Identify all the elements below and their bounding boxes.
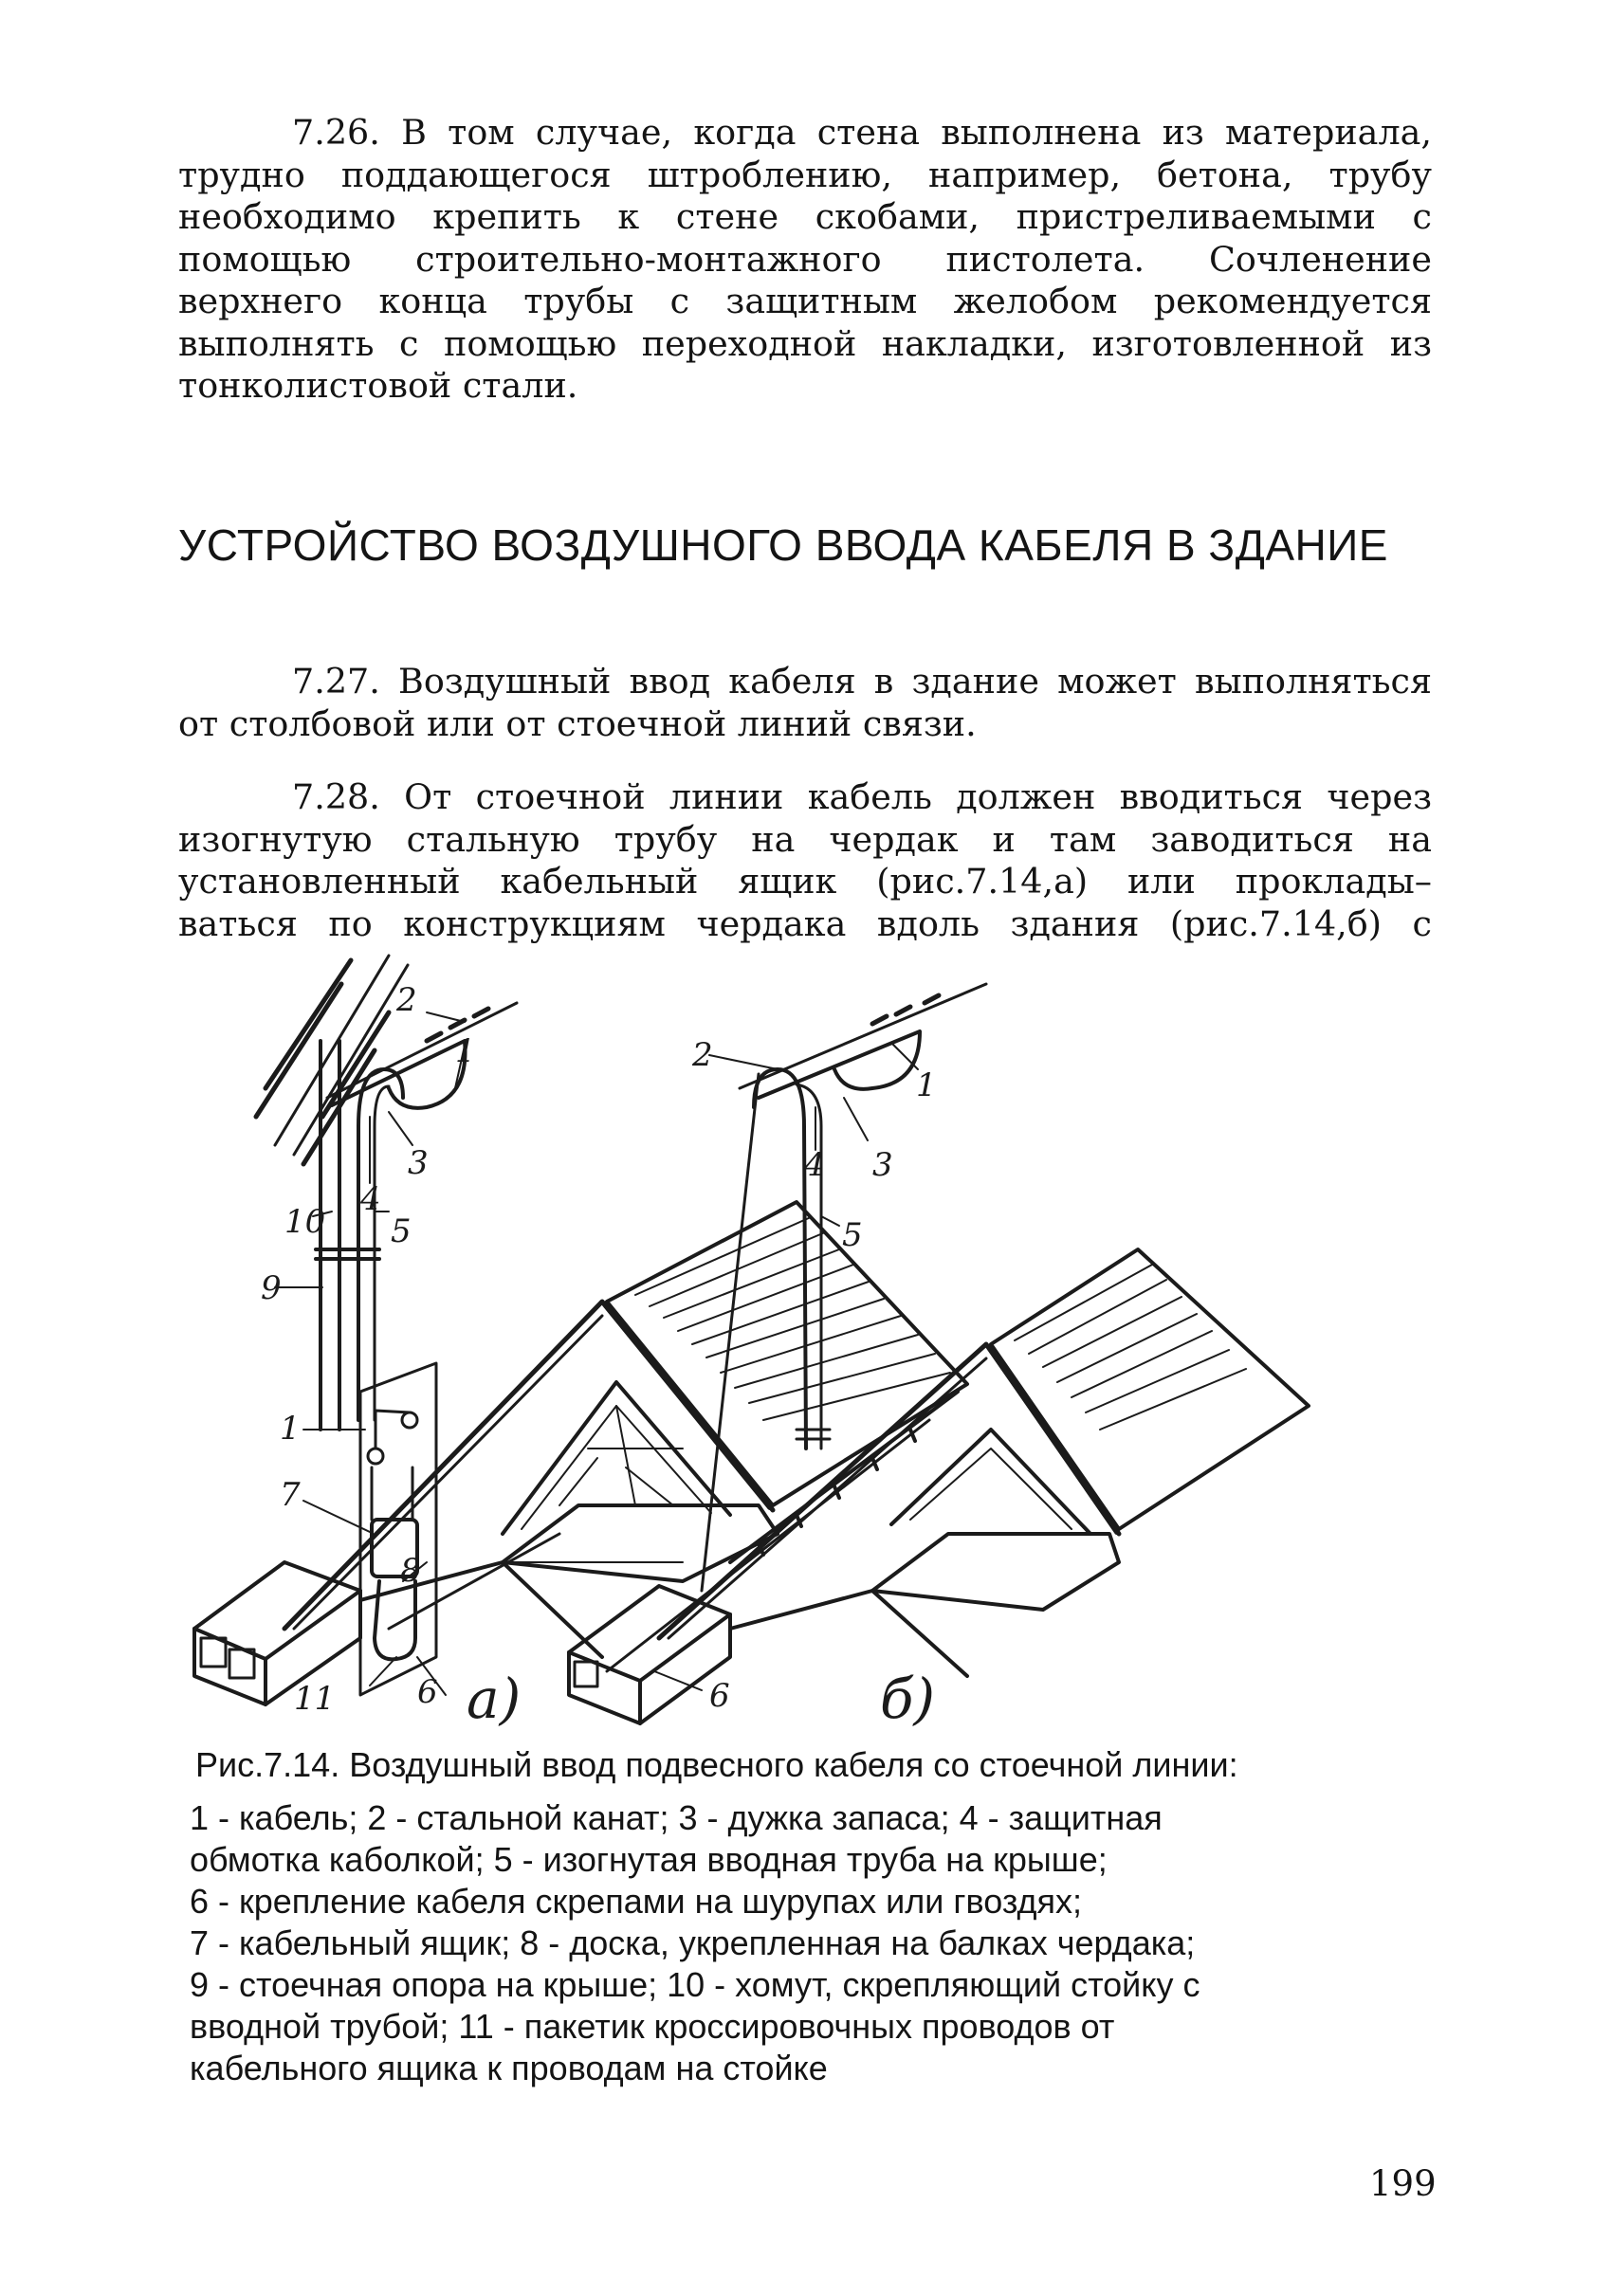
figure-caption bbox=[190, 1744, 1422, 2089]
drawing-a bbox=[194, 956, 967, 1704]
text-line: 7.27. Воздушный ввод кабеля в здание может выполняться bbox=[292, 661, 1432, 702]
text-line: от столбовой или от стоечной линий связи. bbox=[178, 702, 977, 744]
caption-line: 1 - кабель; 2 - стальной канат; 3 - дужка запаса; 4 - защитная bbox=[190, 1798, 1163, 1837]
callout-1-right: 1 bbox=[916, 1066, 937, 1104]
callouts-a bbox=[261, 981, 476, 1718]
callout-1-b: 1 bbox=[280, 1410, 301, 1448]
text-line: необходимо крепить к стене скобами, пристреливаемыми с bbox=[178, 196, 1432, 237]
text-line: установленный кабельный ящик (рис.7.14,а) или проклады– bbox=[178, 861, 1432, 902]
figure-label-b: б) bbox=[880, 1667, 936, 1731]
figure-label-a: а) bbox=[467, 1667, 522, 1731]
callout-4-a: 4 bbox=[360, 1180, 381, 1218]
caption-line: вводной трубой; 11 - пакетик кроссировочных проводов от bbox=[190, 2007, 1115, 2046]
text-line: помощью строительно-монтажного пистолета. Сочленение bbox=[178, 238, 1432, 280]
text-line: изогнутую стальную трубу на чердак и там заводиться на bbox=[178, 818, 1432, 860]
insulator-crossbars-a bbox=[256, 956, 408, 1164]
attic-beams-b bbox=[569, 1420, 1119, 1723]
caption-line: 7 - кабельный ящик; 8 - доска, укрепленная на балках чердака; bbox=[190, 1923, 1196, 1962]
callout-3-a: 3 bbox=[408, 1144, 429, 1182]
callout-10: 10 bbox=[284, 1203, 326, 1241]
text-line: верхнего конца трубы с защитным желобом рекомендуется bbox=[178, 281, 1432, 321]
callout-11: 11 bbox=[294, 1680, 336, 1718]
paragraph-7-26 bbox=[178, 112, 1432, 408]
text-line: ваться по конструкциям чердака вдоль здания (рис.7.14,б) с bbox=[178, 902, 1432, 944]
steel-cable-b bbox=[740, 984, 986, 1098]
rafter-cable-b bbox=[730, 1392, 958, 1562]
caption-line: обмотка каболкой; 5 - изогнутая вводная труба на крыше; bbox=[190, 1840, 1108, 1879]
callout-8: 8 bbox=[400, 1552, 421, 1590]
callout-1-a: 1 bbox=[455, 1032, 476, 1070]
caption-title: Рис.7.14. Воздушный ввод подвесного кабеля со стоечной линии: bbox=[195, 1745, 1238, 1784]
caption-line: кабельного ящика к проводам на стойке bbox=[190, 2049, 828, 2087]
callout-5-a: 5 bbox=[391, 1212, 412, 1250]
callout-2-a: 2 bbox=[396, 981, 417, 1019]
figure-7-14 bbox=[261, 975, 1365, 1742]
callout-4-right: 4 bbox=[804, 1146, 825, 1184]
caption-line: 9 - стоечная опора на крыше; 10 - хомут, скрепляющий стойку с bbox=[190, 1965, 1200, 2004]
text-line: тонколистовой стали. bbox=[178, 365, 578, 406]
text-line: 7.26. В том случае, когда стена выполнена из материала, bbox=[292, 112, 1432, 153]
paragraph-7-28 bbox=[178, 776, 1432, 945]
section-heading: УСТРОЙСТВО ВОЗДУШНОГО ВВОДА КАБЕЛЯ В ЗДАНИЕ bbox=[178, 520, 1388, 570]
page-number: 199 bbox=[1369, 2163, 1437, 2204]
roof-slope-b bbox=[989, 1249, 1309, 1532]
text-line: 7.28. От стоечной линии кабель должен вводиться через bbox=[292, 776, 1432, 817]
text-line: трудно поддающегося штроблению, например, бетона, трубу bbox=[178, 154, 1432, 195]
text-line: выполнять с помощью переходной накладки, изготовленной из bbox=[178, 322, 1432, 364]
roof-slope-a bbox=[605, 1202, 967, 1507]
caption-line: 6 - крепление кабеля скрепами на шурупах или гвоздях; bbox=[190, 1882, 1083, 1921]
callout-3-right: 3 bbox=[872, 1146, 893, 1184]
callout-6-a: 6 bbox=[417, 1673, 438, 1711]
cable-box-a bbox=[360, 1363, 436, 1695]
callout-6-right: 6 bbox=[709, 1677, 730, 1715]
callout-7: 7 bbox=[280, 1476, 301, 1514]
callout-2-right: 2 bbox=[692, 1036, 713, 1074]
steel-cable-a bbox=[327, 1003, 517, 1108]
callout-5-right: 5 bbox=[842, 1216, 863, 1254]
paragraph-7-27 bbox=[178, 661, 1432, 745]
callout-9: 9 bbox=[261, 1269, 282, 1307]
